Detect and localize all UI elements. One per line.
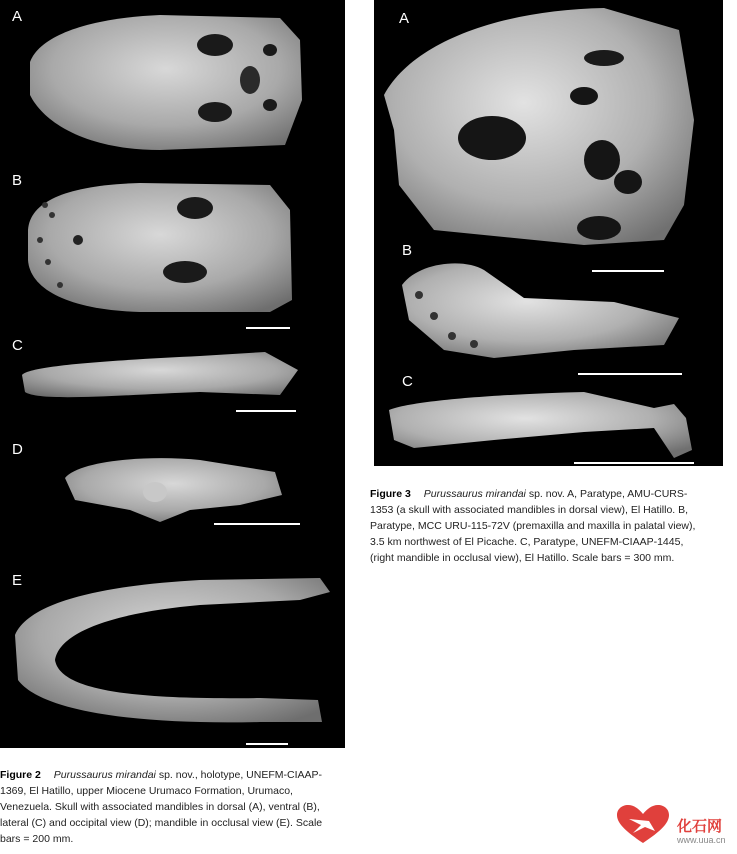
right-mandible-photo [389, 392, 692, 458]
figure-2-caption [0, 767, 350, 847]
scale-bar-b [246, 327, 290, 329]
panel-label-3a: A [399, 10, 410, 27]
watermark-url: www.uua.cn [677, 835, 726, 845]
skull-lateral-photo [22, 352, 298, 397]
panel-label-d: D [12, 441, 23, 458]
scale-bar-3b [578, 373, 682, 375]
premaxilla-palatal-photo [402, 263, 679, 358]
skull-occipital-photo [65, 458, 282, 522]
figure-2-caption-line-2: 1369, El Hatillo, upper Miocene Urumaco Formation, Urumaco, [0, 785, 293, 797]
skull-ventral-photo [28, 183, 292, 312]
figure-2-fossil-photos [0, 0, 345, 748]
figure-2-caption-line-4: lateral (C) and occipital view (D); mandible in occlusal view (E). Scale [0, 817, 323, 829]
figure-3-caption-line-3: Paratype, MCC URU-115-72V (premaxilla and maxilla in palatal view), [370, 520, 696, 532]
panel-label-3c: C [402, 373, 413, 390]
figure-2-caption-line-3: Venezuela. Skull with associated mandibles in dorsal (A), ventral (B), [0, 801, 320, 813]
figure-3-caption-line-5: (right mandible in occlusal view), El Hatillo. Scale bars = 300 mm. [370, 552, 675, 564]
figure-3-caption-text-1: sp. nov. A, Paratype, AMU-CURS- [528, 488, 688, 500]
scale-bar-3c [574, 462, 694, 464]
figure-3-plate [374, 0, 723, 466]
figure-3-species: Purussaurus mirandai [423, 488, 526, 500]
watermark-name: 化石网 [677, 818, 723, 835]
figure-3-title: Figure 3 [370, 488, 411, 500]
figure-2-title: Figure 2 [0, 769, 41, 781]
watermark-logo [615, 803, 735, 853]
figure-3-fossil-photos [374, 0, 723, 466]
figure-2-plate [0, 0, 345, 748]
scale-bar-d [214, 523, 300, 525]
figure-3-caption-line-4: 3.5 km northwest of El Picache. C, Paratype, UNEFM-CIAAP-1445, [370, 536, 684, 548]
skull-dorsal-photo [30, 15, 302, 150]
figure-3-caption-line-1 [370, 486, 730, 502]
panel-label-3b: B [402, 242, 413, 259]
scale-bar-c [236, 410, 296, 412]
scale-bar-e [246, 743, 288, 745]
figure-2-caption-line-5: bars = 200 mm. [0, 833, 74, 845]
mandible-occlusal-photo [15, 578, 330, 722]
heart-bird-icon [615, 805, 671, 845]
figure-3-caption [370, 486, 730, 566]
figure-3-caption-line-2: 1353 (a skull with associated mandibles in dorsal view), El Hatillo. B, [370, 504, 689, 516]
figure-2-species: Purussaurus mirandai [53, 769, 156, 781]
paratype-skull-photo [384, 8, 694, 245]
panel-label-e: E [12, 572, 23, 589]
figure-2-caption-line-1 [0, 767, 350, 783]
panel-label-c: C [12, 337, 23, 354]
figure-2-caption-text-1: sp. nov., holotype, UNEFM-CIAAP- [158, 769, 323, 781]
panel-label-b: B [12, 172, 23, 189]
panel-label-a: A [12, 8, 23, 25]
scale-bar-3a [592, 270, 664, 272]
